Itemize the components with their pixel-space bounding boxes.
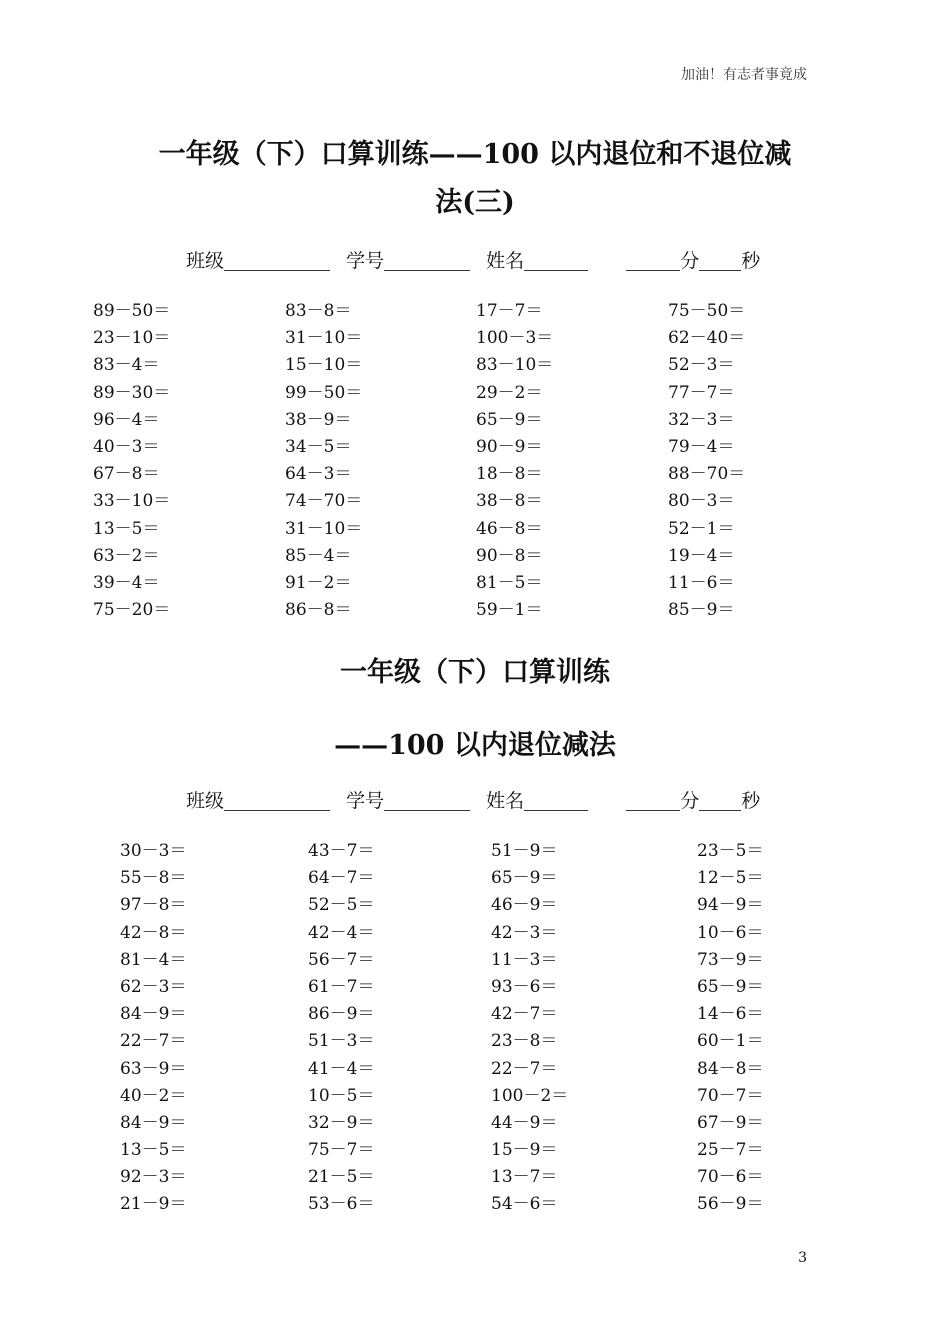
problem-item: 13－7＝	[491, 1167, 558, 1188]
problem-row	[0, 1162, 950, 1189]
problem-row	[0, 836, 950, 863]
problem-item: 64－3＝	[285, 464, 352, 485]
problem-row	[0, 459, 950, 486]
problem-item: 55－8＝	[120, 868, 187, 889]
problem-item: 23－5＝	[697, 841, 764, 861]
problem-row	[0, 890, 950, 917]
section1-problem-grid	[0, 296, 950, 622]
problem-item: 88－70＝	[668, 464, 746, 485]
problem-row	[0, 541, 950, 568]
seconds-blank[interactable]	[699, 250, 741, 271]
problem-row	[0, 568, 950, 595]
problem-item: 42－3＝	[491, 922, 558, 943]
problem-row	[0, 863, 950, 890]
problem-row	[0, 432, 950, 459]
problem-item: 41－4＝	[308, 1058, 375, 1079]
problem-item: 52－3＝	[668, 355, 735, 376]
problem-item: 70－6＝	[697, 1167, 764, 1188]
problem-row	[0, 945, 950, 972]
problem-item: 13－5＝	[93, 518, 160, 539]
problem-row	[0, 405, 950, 432]
problem-item: 75－50＝	[668, 301, 746, 321]
problem-item: 21－9＝	[120, 1194, 187, 1215]
problem-item: 83－4＝	[93, 355, 160, 376]
problem-item: 85－4＝	[285, 545, 352, 566]
student-id-label: 学号	[346, 790, 385, 812]
name-label: 姓名	[486, 790, 525, 812]
problem-item: 32－3＝	[668, 409, 735, 430]
problem-item: 65－9＝	[491, 868, 558, 889]
problem-row	[0, 1081, 950, 1108]
problem-item: 32－9＝	[308, 1112, 375, 1133]
problem-item: 93－6＝	[491, 976, 558, 997]
problem-item: 52－5＝	[308, 895, 375, 916]
problem-item: 89－30＝	[93, 382, 171, 403]
problem-item: 40－3＝	[93, 436, 160, 457]
problem-item: 60－1＝	[697, 1031, 764, 1052]
problem-item: 86－9＝	[308, 1004, 375, 1025]
problem-item: 38－8＝	[476, 491, 543, 512]
section2-title-line2: ——100 以内退位减法	[334, 730, 616, 761]
problem-item: 62－3＝	[120, 976, 187, 997]
problem-item: 83－10＝	[476, 355, 554, 376]
student-id-blank[interactable]	[384, 250, 470, 271]
problem-row	[0, 1135, 950, 1162]
problem-item: 79－4＝	[668, 436, 735, 457]
problem-item: 23－8＝	[491, 1031, 558, 1052]
problem-item: 67－9＝	[697, 1112, 764, 1133]
problem-item: 34－5＝	[285, 436, 352, 457]
problem-row	[0, 378, 950, 405]
section1-title-line1: 一年级（下）口算训练——100 以内退位和不退位减	[158, 139, 792, 170]
problem-item: 77－7＝	[668, 382, 735, 403]
problem-row	[0, 972, 950, 999]
problem-item: 19－4＝	[668, 545, 735, 566]
problem-row	[0, 1026, 950, 1053]
class-label: 班级	[186, 790, 225, 812]
problem-item: 23－10＝	[93, 328, 171, 349]
problem-item: 54－6＝	[491, 1194, 558, 1215]
problem-item: 56－9＝	[697, 1194, 764, 1215]
name-blank[interactable]	[524, 790, 588, 811]
problem-item: 100－2＝	[491, 1085, 569, 1106]
class-blank[interactable]	[224, 790, 330, 811]
problem-item: 30－3＝	[120, 841, 187, 861]
problem-item: 22－7＝	[120, 1031, 187, 1052]
minutes-blank[interactable]	[626, 790, 680, 811]
minutes-blank[interactable]	[626, 250, 680, 271]
problem-item: 46－9＝	[491, 895, 558, 916]
problem-item: 80－3＝	[668, 491, 735, 512]
problem-item: 31－10＝	[285, 518, 363, 539]
problem-item: 12－5＝	[697, 868, 764, 889]
problem-item: 83－8＝	[285, 301, 352, 321]
problem-row	[0, 1054, 950, 1081]
problem-item: 46－8＝	[476, 518, 543, 539]
name-label: 姓名	[486, 250, 525, 272]
problem-row	[0, 486, 950, 513]
problem-item: 14－6＝	[697, 1004, 764, 1025]
problem-item: 81－5＝	[476, 572, 543, 593]
problem-item: 86－8＝	[285, 600, 352, 621]
problem-item: 31－10＝	[285, 328, 363, 349]
minute-label: 分	[680, 250, 700, 272]
problem-item: 25－7＝	[697, 1140, 764, 1161]
problem-item: 18－8＝	[476, 464, 543, 485]
problem-row	[0, 296, 950, 323]
section2-title-line1: 一年级（下）口算训练	[340, 657, 610, 688]
problem-item: 70－7＝	[697, 1085, 764, 1106]
problem-row	[0, 323, 950, 350]
class-label: 班级	[186, 250, 225, 272]
problem-item: 94－9＝	[697, 895, 764, 916]
problem-item: 81－4＝	[120, 949, 187, 970]
problem-row	[0, 595, 950, 622]
problem-item: 61－7＝	[308, 976, 375, 997]
minute-label: 分	[680, 790, 700, 812]
problem-item: 75－20＝	[93, 600, 171, 621]
problem-item: 15－10＝	[285, 355, 363, 376]
problem-item: 53－6＝	[308, 1194, 375, 1215]
student-id-blank[interactable]	[384, 790, 470, 811]
problem-item: 42－8＝	[120, 922, 187, 943]
problem-item: 100－3＝	[476, 328, 554, 349]
problem-item: 38－9＝	[285, 409, 352, 430]
problem-item: 91－2＝	[285, 572, 352, 593]
section2-problem-grid	[0, 836, 950, 1217]
problem-item: 13－5＝	[120, 1140, 187, 1161]
problem-row	[0, 1108, 950, 1135]
section1-title-line2: 法(三)	[435, 187, 515, 218]
problem-item: 44－9＝	[491, 1112, 558, 1133]
problem-item: 39－4＝	[93, 572, 160, 593]
problem-item: 62－40＝	[668, 328, 746, 349]
problem-item: 52－1＝	[668, 518, 735, 539]
problem-row	[0, 514, 950, 541]
student-id-label: 学号	[346, 250, 385, 272]
problem-item: 90－9＝	[476, 436, 543, 457]
problem-item: 21－5＝	[308, 1167, 375, 1188]
problem-item: 10－5＝	[308, 1085, 375, 1106]
section1-student-info	[186, 246, 760, 273]
problem-item: 42－4＝	[308, 922, 375, 943]
problem-item: 84－9＝	[120, 1112, 187, 1133]
problem-item: 40－2＝	[120, 1085, 187, 1106]
page-number: 3	[798, 1250, 807, 1266]
problem-row	[0, 1189, 950, 1216]
problem-item: 15－9＝	[491, 1140, 558, 1161]
problem-item: 42－7＝	[491, 1004, 558, 1025]
problem-item: 65－9＝	[697, 976, 764, 997]
problem-item: 90－8＝	[476, 545, 543, 566]
problem-item: 84－9＝	[120, 1004, 187, 1025]
problem-item: 51－9＝	[491, 841, 558, 861]
problem-item: 56－7＝	[308, 949, 375, 970]
header-motto: 加油！有志者事竟成	[681, 67, 807, 83]
problem-item: 11－6＝	[668, 572, 735, 593]
problem-row	[0, 918, 950, 945]
problem-item: 75－7＝	[308, 1140, 375, 1161]
problem-item: 11－3＝	[491, 949, 558, 970]
problem-item: 43－7＝	[308, 841, 375, 861]
problem-item: 74－70＝	[285, 491, 363, 512]
problem-row	[0, 999, 950, 1026]
problem-item: 92－3＝	[120, 1167, 187, 1188]
name-blank[interactable]	[524, 250, 588, 271]
problem-item: 33－10＝	[93, 491, 171, 512]
section2-student-info	[186, 786, 760, 813]
problem-item: 51－3＝	[308, 1031, 375, 1052]
class-blank[interactable]	[224, 250, 330, 271]
problem-item: 73－9＝	[697, 949, 764, 970]
problem-item: 89－50＝	[93, 301, 171, 321]
seconds-blank[interactable]	[699, 790, 741, 811]
problem-item: 67－8＝	[93, 464, 160, 485]
problem-item: 10－6＝	[697, 922, 764, 943]
problem-item: 29－2＝	[476, 382, 543, 403]
second-label: 秒	[741, 790, 761, 812]
problem-item: 96－4＝	[93, 409, 160, 430]
problem-item: 59－1＝	[476, 600, 543, 621]
problem-item: 17－7＝	[476, 301, 543, 321]
problem-item: 22－7＝	[491, 1058, 558, 1079]
second-label: 秒	[741, 250, 761, 272]
problem-item: 65－9＝	[476, 409, 543, 430]
problem-item: 99－50＝	[285, 382, 363, 403]
problem-item: 64－7＝	[308, 868, 375, 889]
problem-item: 84－8＝	[697, 1058, 764, 1079]
problem-item: 63－2＝	[93, 545, 160, 566]
problem-item: 63－9＝	[120, 1058, 187, 1079]
problem-item: 97－8＝	[120, 895, 187, 916]
problem-item: 85－9＝	[668, 600, 735, 621]
problem-row	[0, 350, 950, 377]
